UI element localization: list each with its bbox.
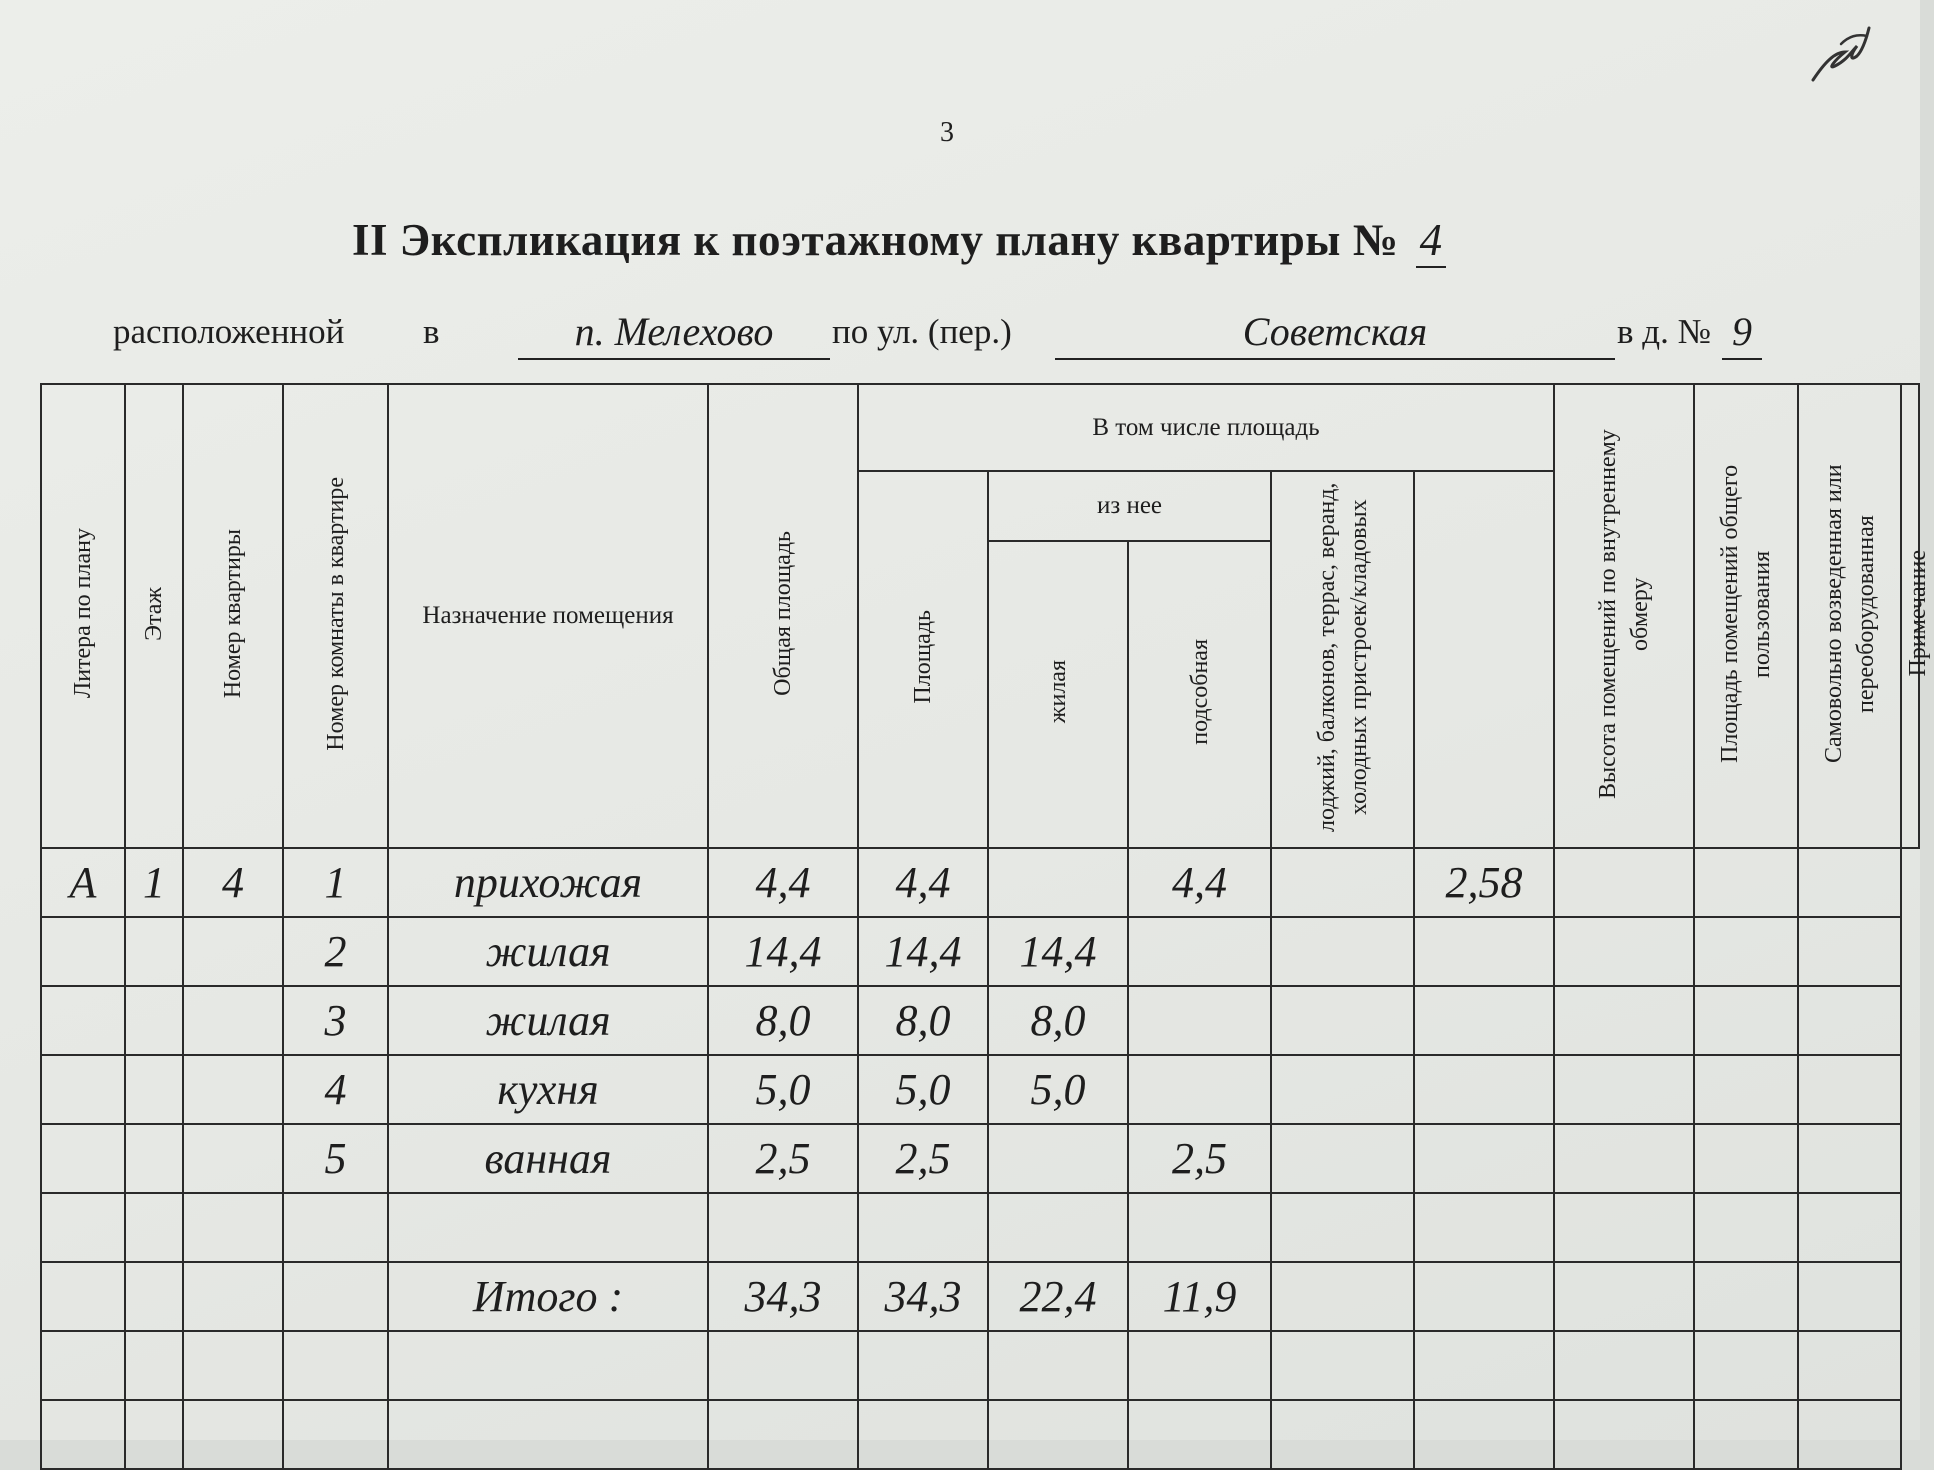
cell-loggia	[1271, 917, 1414, 986]
header-self-built: Самовольно возведенная или переоборудованная	[1798, 384, 1901, 848]
cell-total-area: 5,0	[708, 1055, 858, 1124]
cell-auxiliary	[1128, 1055, 1271, 1124]
header-area: Площадь	[858, 471, 988, 848]
cell-total-area: 14,4	[708, 917, 858, 986]
cell-self-built	[1694, 1124, 1798, 1193]
street-label: по ул. (пер.)	[832, 312, 1012, 351]
header-total-area: Общая площадь	[708, 384, 858, 848]
cell-apartment: 4	[183, 848, 283, 917]
cell-self-built	[1694, 848, 1798, 917]
cell-floor: 1	[125, 848, 183, 917]
handwritten-mark-icon	[1805, 22, 1875, 87]
table-row	[41, 986, 1919, 1055]
cell-common	[1554, 986, 1694, 1055]
cell-apartment	[183, 1124, 283, 1193]
cell-common	[1554, 917, 1694, 986]
cell-height	[1414, 1124, 1554, 1193]
table-row	[41, 1055, 1919, 1124]
house-number-field: 9	[1722, 308, 1762, 360]
cell-living: 14,4	[988, 917, 1128, 986]
cell-apartment	[183, 986, 283, 1055]
cell-living: 5,0	[988, 1055, 1128, 1124]
table-row	[41, 1124, 1919, 1193]
cell-purpose: ванная	[388, 1124, 708, 1193]
totals-row	[41, 1262, 1919, 1331]
cell-auxiliary	[1128, 917, 1271, 986]
cell-floor	[125, 917, 183, 986]
header-living: жилая	[988, 541, 1128, 848]
table-row	[41, 917, 1919, 986]
cell-litera	[41, 1055, 125, 1124]
cell-note	[1798, 848, 1901, 917]
header-purpose: Назначение помещения	[388, 384, 708, 848]
total-area-sum: 34,3	[708, 1262, 858, 1331]
cell-note	[1798, 1124, 1901, 1193]
totals-label: Итого :	[388, 1262, 708, 1331]
cell-self-built	[1694, 986, 1798, 1055]
cell-common	[1554, 848, 1694, 917]
cell-loggia	[1271, 1124, 1414, 1193]
cell-total-area: 4,4	[708, 848, 858, 917]
empty-row	[41, 1400, 1919, 1469]
header-apartment-number: Номер квартиры	[183, 384, 283, 848]
cell-self-built	[1694, 917, 1798, 986]
header-loggias: лоджий, балконов, террас, веранд, холодных пристроек/кладовых	[1271, 471, 1414, 848]
cell-litera: А	[41, 848, 125, 917]
table-row	[41, 848, 1919, 917]
cell-area: 4,4	[858, 848, 988, 917]
cell-living: 8,0	[988, 986, 1128, 1055]
cell-apartment	[183, 917, 283, 986]
header-of-which: из нее	[988, 471, 1271, 541]
cell-self-built	[1694, 1055, 1798, 1124]
area-sum: 34,3	[858, 1262, 988, 1331]
page-title	[352, 214, 1446, 268]
header-common-area: Площадь помещений общего пользования	[1694, 384, 1798, 848]
cell-area: 8,0	[858, 986, 988, 1055]
cell-area: 2,5	[858, 1124, 988, 1193]
cell-room: 4	[283, 1055, 388, 1124]
page-number: 3	[940, 117, 954, 148]
auxiliary-sum: 11,9	[1128, 1262, 1271, 1331]
cell-floor	[125, 986, 183, 1055]
cell-height	[1414, 986, 1554, 1055]
apartment-number: 4	[1416, 214, 1446, 268]
street-field: Советская	[1055, 308, 1615, 360]
cell-height: 2,58	[1414, 848, 1554, 917]
empty-row	[41, 1193, 1919, 1262]
living-sum: 22,4	[988, 1262, 1128, 1331]
cell-loggia	[1271, 1055, 1414, 1124]
header-note: Примечание	[1901, 384, 1919, 848]
header-litera: Литера по плану	[41, 384, 125, 848]
cell-auxiliary: 4,4	[1128, 848, 1271, 917]
cell-purpose: жилая	[388, 917, 708, 986]
cell-apartment	[183, 1055, 283, 1124]
cell-room: 2	[283, 917, 388, 986]
cell-common	[1554, 1055, 1694, 1124]
explication-table	[40, 383, 1932, 1470]
settlement-field: п. Мелехово	[518, 308, 830, 360]
cell-note	[1798, 1055, 1901, 1124]
cell-living	[988, 848, 1128, 917]
empty-row	[41, 1331, 1919, 1400]
cell-floor	[125, 1055, 183, 1124]
cell-common	[1554, 1124, 1694, 1193]
header-floor: Этаж	[125, 384, 183, 848]
cell-room: 1	[283, 848, 388, 917]
cell-purpose: кухня	[388, 1055, 708, 1124]
cell-litera	[41, 1124, 125, 1193]
cell-auxiliary	[1128, 986, 1271, 1055]
cell-total-area: 2,5	[708, 1124, 858, 1193]
header-height: Высота помещений по внутреннему обмеру	[1554, 384, 1694, 848]
cell-room: 3	[283, 986, 388, 1055]
cell-litera	[41, 986, 125, 1055]
cell-area: 14,4	[858, 917, 988, 986]
cell-area: 5,0	[858, 1055, 988, 1124]
cell-litera	[41, 917, 125, 986]
cell-auxiliary: 2,5	[1128, 1124, 1271, 1193]
cell-living	[988, 1124, 1128, 1193]
cell-loggia	[1271, 848, 1414, 917]
cell-note	[1798, 917, 1901, 986]
cell-purpose: прихожая	[388, 848, 708, 917]
cell-room: 5	[283, 1124, 388, 1193]
cell-loggia	[1271, 986, 1414, 1055]
header-auxiliary: подсобная	[1128, 541, 1271, 848]
header-room-number: Номер комнаты в квартире	[283, 384, 388, 848]
header-including-area: В том числе площадь	[858, 384, 1554, 471]
title-text: II Экспликация к поэтажному плану квартиры №	[352, 215, 1399, 265]
cell-floor	[125, 1124, 183, 1193]
cell-purpose: жилая	[388, 986, 708, 1055]
cell-height	[1414, 917, 1554, 986]
cell-total-area: 8,0	[708, 986, 858, 1055]
house-label: в д. №	[1617, 312, 1711, 351]
cell-note	[1798, 986, 1901, 1055]
cell-height	[1414, 1055, 1554, 1124]
located-label: расположенной	[113, 312, 345, 351]
in-label: в	[423, 312, 440, 351]
